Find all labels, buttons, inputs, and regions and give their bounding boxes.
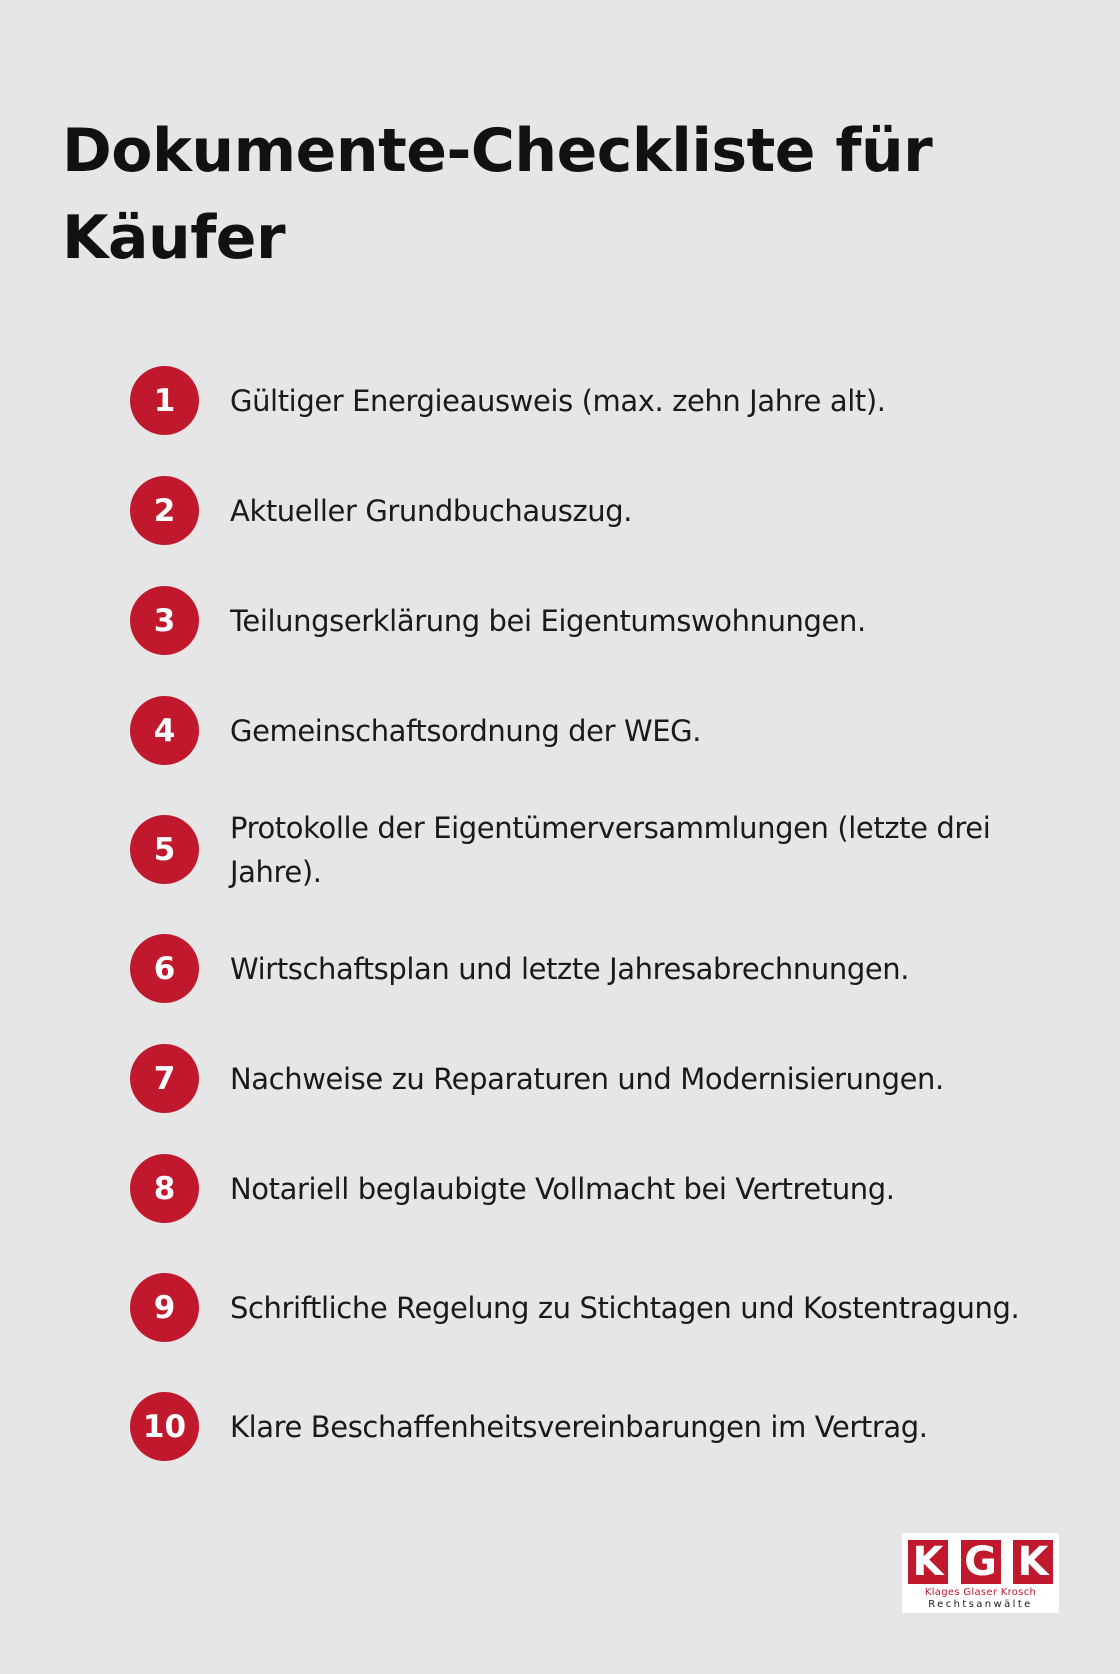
item-number-badge: 10: [130, 1392, 199, 1461]
list-item: [130, 366, 1060, 435]
item-text: Notariell beglaubigte Vollmacht bei Vertretung.: [230, 1171, 895, 1206]
kgk-logo: [902, 1533, 1059, 1613]
item-text: Teilungserklärung bei Eigentumswohnungen.: [230, 603, 866, 638]
item-number-badge: 9: [130, 1273, 199, 1342]
list-item: [130, 934, 1060, 1003]
item-number-badge: 6: [130, 934, 199, 1003]
item-text: Nachweise zu Reparaturen und Modernisierungen.: [230, 1061, 944, 1096]
item-number-badge: 3: [130, 586, 199, 655]
list-item: [130, 1264, 1060, 1351]
item-text: Gemeinschaftsordnung der WEG.: [230, 713, 702, 748]
page-title: Dokumente-Checkliste für Käufer: [62, 116, 933, 273]
item-number-badge: 8: [130, 1154, 199, 1223]
logo-letter-k: K: [908, 1540, 948, 1584]
list-item: [130, 696, 1060, 765]
item-number-badge: 7: [130, 1044, 199, 1113]
list-item: [130, 476, 1060, 545]
checklist: [130, 366, 1060, 1461]
logo-names: Klages Glaser Krosch: [924, 1587, 1037, 1598]
list-item: [130, 1154, 1060, 1223]
item-number-badge: 4: [130, 696, 199, 765]
item-text: Wirtschaftsplan und letzte Jahresabrechnungen.: [230, 951, 910, 986]
item-number-badge: 5: [130, 815, 199, 884]
logo-letters: [908, 1540, 1053, 1584]
list-item: [130, 806, 1060, 893]
item-number-badge: 2: [130, 476, 199, 545]
item-number-badge: 1: [130, 366, 199, 435]
item-text: Protokolle der Eigentümerversammlungen (letzte drei Jahre).: [230, 810, 991, 889]
list-item: [130, 1044, 1060, 1113]
item-text: Schriftliche Regelung zu Stichtagen und Kostentragung.: [230, 1290, 1020, 1325]
list-item: [130, 586, 1060, 655]
item-text: Aktueller Grundbuchauszug.: [230, 493, 633, 528]
item-text: Gültiger Energieausweis (max. zehn Jahre alt).: [230, 383, 886, 418]
list-item: [130, 1392, 1060, 1461]
logo-subtitle: Rechtsanwälte: [928, 1599, 1033, 1610]
logo-letter-g: G: [961, 1540, 1001, 1584]
item-text: Klare Beschaffenheitsvereinbarungen im Vertrag.: [230, 1409, 928, 1444]
logo-letter-k: K: [1013, 1540, 1053, 1584]
